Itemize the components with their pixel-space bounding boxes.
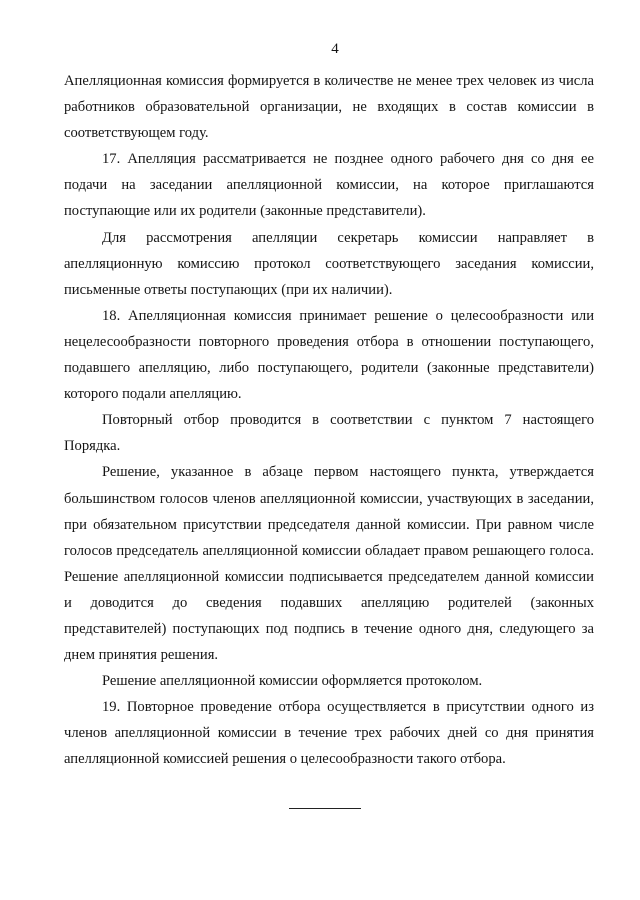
paragraph-17-appeal-review: 17. Апелляция рассматривается не позднее одного рабочего дня со дня ее подачи на заседании апелляционной комиссии, на которое приглашаются поступающие или их родители (законные представители).	[64, 151, 594, 220]
paragraph-decision-protocol: Решение апелляционной комиссии оформляется протоколом.	[102, 673, 483, 690]
paragraph-repeat-selection: Повторный отбор проводится в соответствии с пунктом 7 настоящего Порядка.	[64, 412, 594, 455]
end-divider-line	[289, 808, 361, 809]
document-body	[64, 68, 594, 773]
paragraph-secretary-protocol: Для рассмотрения апелляции секретарь комиссии направляет в апелляционную комиссию протокол соответствующего заседания комиссии, письменные ответы поступающих (при их наличии).	[64, 229, 594, 298]
paragraph-commission-composition: Апелляционная комиссия формируется в количестве не менее трех человек из числа работников образовательной организации, не входящих в состав комиссии в соответствующем году.	[64, 73, 594, 142]
paragraph-18-commission-decision: 18. Апелляционная комиссия принимает решение о целесообразности или нецелесообразности повторного проведения отбора в отношении поступающего, подавшего апелляцию, либо поступающего, родители (законные представители) которого подали апелляцию.	[64, 307, 594, 403]
paragraph-19-repeat-procedure: 19. Повторное проведение отбора осуществляется в присутствии одного из членов апелляционной комиссии в течение трех рабочих дней со дня принятия апелляционной комиссией решения о целесообразности такого отбора.	[64, 699, 594, 768]
page-number: 4	[331, 41, 339, 57]
paragraph-decision-approval: Решение, указанное в абзаце первом настоящего пункта, утверждается большинством голосов членов апелляционной комиссии, участвующих в заседании, при обязательном присутствии председателя данной комиссии. При равном числе голосов председатель апелляционной комиссии обладает правом решающего голоса. Решение апелляционной комиссии подписывается председателем данной комиссии и доводится до сведения подавших апелляцию родителей (законных представителей) поступающих под подпись в течение одного дня, следующего за днем принятия решения.	[64, 464, 594, 664]
